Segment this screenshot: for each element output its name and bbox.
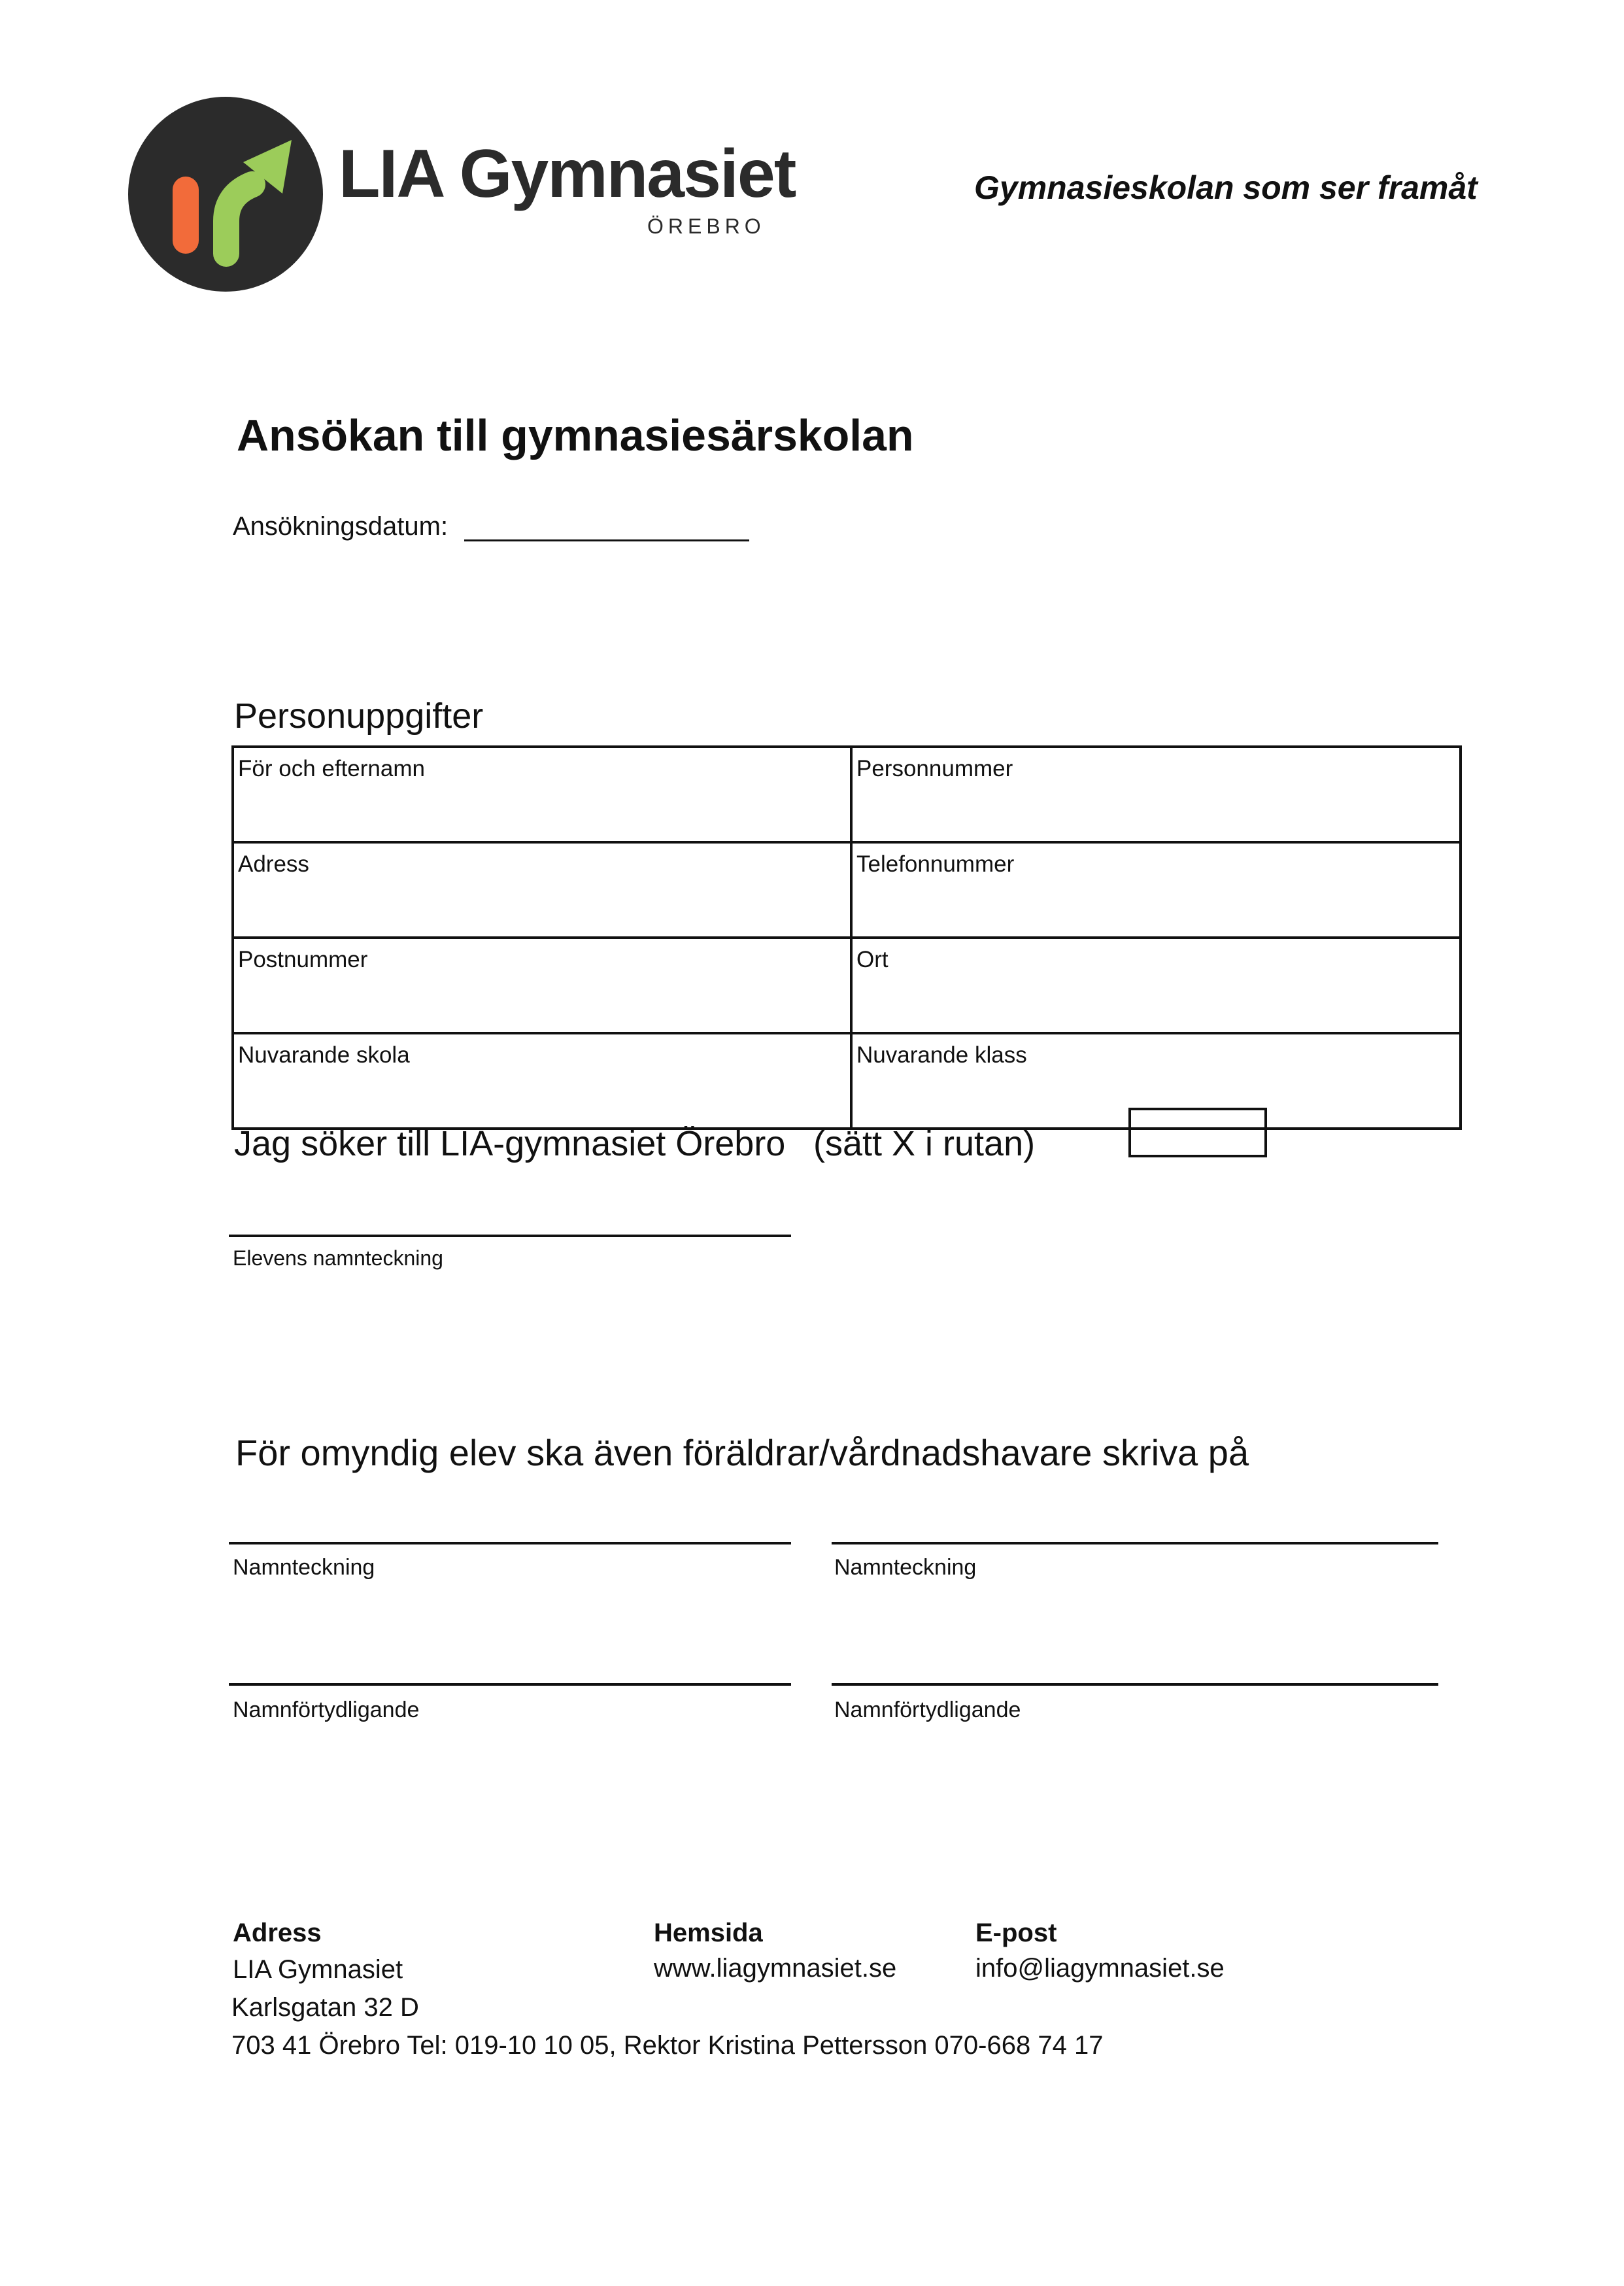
field-address[interactable]: Adress — [233, 842, 851, 938]
footer-website-link[interactable]: www.liagymnasiet.se — [654, 1954, 897, 1983]
field-current-class[interactable]: Nuvarande klass — [851, 1033, 1461, 1129]
personal-info-table — [231, 745, 1462, 1130]
apply-hint: (sätt X i rutan) — [813, 1124, 1036, 1163]
table-row — [233, 747, 1461, 842]
parent2-clarification-line[interactable] — [832, 1683, 1438, 1686]
student-signature-label: Elevens namnteckning — [233, 1246, 443, 1270]
footer-email-heading: E-post — [975, 1919, 1057, 1947]
parent1-signature-label: Namnteckning — [233, 1555, 375, 1580]
field-personal-number[interactable]: Personnummer — [851, 747, 1461, 842]
footer-address-line2: Karlsgatan 32 D — [231, 1993, 419, 2022]
brand-name: LIA Gymnasiet — [339, 136, 796, 212]
tagline: Gymnasieskolan som ser framåt — [974, 169, 1478, 206]
footer-email-link[interactable]: info@liagymnasiet.se — [975, 1954, 1225, 1983]
table-row — [233, 842, 1461, 938]
date-field-line[interactable] — [464, 539, 749, 541]
field-postcode[interactable]: Postnummer — [233, 938, 851, 1033]
parent2-clarification-label: Namnförtydligande — [834, 1697, 1021, 1722]
section-title-personal-info: Personuppgifter — [234, 696, 484, 736]
student-signature-line[interactable] — [229, 1235, 791, 1237]
footer-address-line1: LIA Gymnasiet — [233, 1955, 403, 1984]
parent1-clarification-line[interactable] — [229, 1683, 791, 1686]
field-full-name[interactable]: För och efternamn — [233, 747, 851, 842]
parent2-signature-label: Namnteckning — [834, 1555, 977, 1580]
brand-city: ÖREBRO — [647, 214, 766, 238]
parent2-signature-line[interactable] — [832, 1542, 1438, 1544]
table-row — [233, 938, 1461, 1033]
footer-website-heading: Hemsida — [654, 1919, 763, 1947]
footer-contact-line: 703 41 Örebro Tel: 019-10 10 05, Rektor Kristina Pettersson 070-668 74 17 — [231, 2031, 1104, 2060]
date-label: Ansökningsdatum: — [233, 512, 448, 541]
page-title: Ansökan till gymnasiesärskolan — [237, 411, 914, 460]
apply-text: Jag söker till LIA-gymnasiet Örebro — [234, 1124, 786, 1163]
parents-heading: För omyndig elev ska även föräldrar/vårdnadshavare skriva på — [235, 1432, 1249, 1473]
logo-arrow-icon — [128, 97, 323, 292]
footer-address-heading: Adress — [233, 1919, 322, 1947]
table-row — [233, 1033, 1461, 1129]
parent1-signature-line[interactable] — [229, 1542, 791, 1544]
field-current-school[interactable]: Nuvarande skola — [233, 1033, 851, 1129]
logo-mark — [128, 97, 323, 292]
field-phone[interactable]: Telefonnummer — [851, 842, 1461, 938]
parent1-clarification-label: Namnförtydligande — [233, 1697, 420, 1722]
field-city[interactable]: Ort — [851, 938, 1461, 1033]
apply-checkbox[interactable] — [1128, 1108, 1267, 1157]
